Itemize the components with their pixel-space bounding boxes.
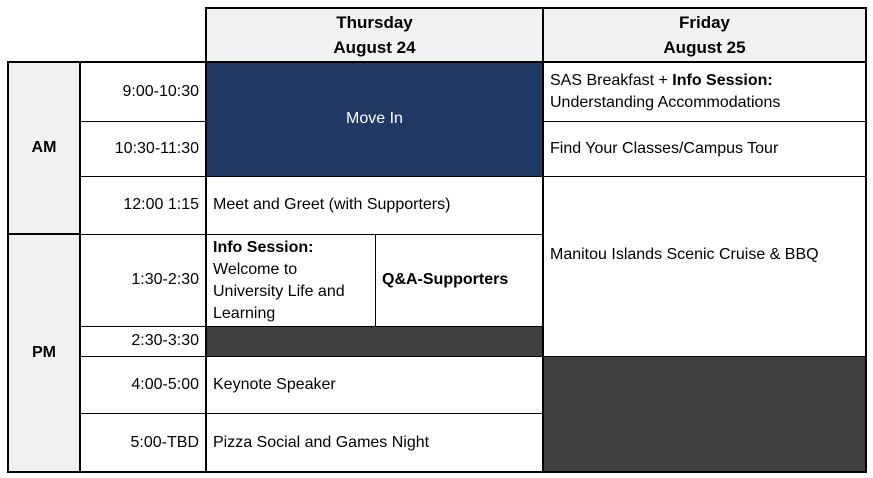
grid-line	[205, 7, 207, 473]
info-session-text: Welcome to University Life and Learning	[213, 260, 345, 322]
thursday-blocked-slot	[206, 326, 543, 356]
cruise-event: Manitou Islands Scenic Cruise & BBQ	[550, 246, 819, 263]
grid-line	[80, 176, 866, 177]
breakfast-label: Info Session:	[672, 71, 773, 89]
friday-header	[543, 8, 866, 62]
period-pm: PM	[8, 234, 80, 472]
thursday-header	[206, 8, 543, 62]
move-in-event: Move In	[206, 62, 543, 176]
friday-day: Friday	[678, 13, 731, 32]
grid-line	[865, 7, 867, 473]
time-slot: 1:30-2:30	[131, 271, 199, 288]
qa-supporters-event: Q&A-Supporters	[382, 271, 509, 288]
grid-line	[80, 356, 866, 357]
friday-blocked-slot	[543, 356, 866, 472]
meet-greet-event: Meet and Greet (with Supporters)	[213, 196, 451, 213]
breakfast-text: Understanding Accommodations	[550, 93, 781, 111]
grid-line	[80, 234, 543, 235]
pizza-social-event: Pizza Social and Games Night	[213, 433, 430, 451]
time-slot: 2:30-3:30	[131, 332, 199, 349]
grid-line	[80, 326, 543, 327]
grid-line	[7, 471, 867, 473]
info-session-label: Info Session:	[213, 238, 314, 256]
keynote-event: Keynote Speaker	[213, 375, 336, 393]
time-slot: 5:00-TBD	[130, 433, 199, 451]
thursday-day: Thursday	[336, 13, 413, 32]
grid-line	[80, 121, 206, 122]
grid-line	[7, 233, 81, 235]
grid-line	[542, 7, 544, 473]
grid-line	[79, 61, 81, 473]
grid-line	[205, 7, 867, 9]
time-slot: 9:00-10:30	[122, 82, 199, 100]
grid-line	[80, 413, 543, 414]
classes-tour-event: Find Your Classes/Campus Tour	[550, 139, 779, 157]
grid-line	[375, 234, 376, 326]
info-session-event	[206, 234, 375, 326]
breakfast-prefix: SAS Breakfast +	[550, 71, 673, 89]
grid-line	[543, 121, 866, 122]
time-slot: 4:00-5:00	[131, 375, 199, 393]
time-slot: 10:30-11:30	[114, 139, 199, 157]
grid-line	[7, 61, 9, 473]
friday-date: August 25	[663, 38, 746, 57]
breakfast-event	[543, 62, 866, 121]
thursday-date: August 24	[333, 38, 416, 57]
grid-line	[7, 61, 867, 63]
time-slot: 12:00 1:15	[123, 196, 199, 213]
period-am: AM	[8, 62, 80, 234]
